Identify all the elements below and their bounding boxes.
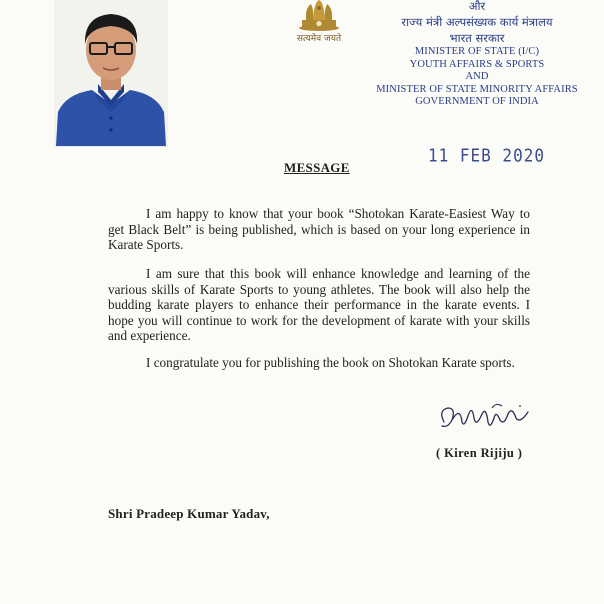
handwritten-signature [432,396,532,440]
addressee-name: Shri Pradeep Kumar Yadav, [108,506,270,521]
letterhead-line-5: GOVERNMENT OF INDIA [415,96,539,107]
letterhead-line-1: MINISTER OF STATE (I/C) [414,46,540,57]
letterhead-line-4: MINISTER OF STATE MINORITY AFFAIRS [376,83,578,95]
message-paragraph-3: I congratulate you for publishing the book on Shotokan Karate sports. [146,355,515,370]
message-heading: MESSAGE [284,160,350,175]
portrait-image [54,0,168,146]
letterhead-hindi-top: और [468,0,486,13]
letterhead-line-3: AND [465,71,489,82]
letterhead-line-2: YOUTH AFFAIRS & SPORTS [409,58,545,70]
emblem-motto: सत्यमेव जयते [296,34,342,44]
letterhead-hindi-govt: भारत सरकार [449,31,505,45]
message-paragraph-2: I am sure that this book will enhance knowledge and learning of the various skills of Karate Sports to young athletes. The book will also help the budding karate players to enhance their performance in the karate events. I hope you will continue to work for the development of karate with your skills and experience. [108,266,530,344]
letterhead-hindi-ministry: राज्य मंत्री अल्पसंख्यक कार्य मंत्रालय [401,15,553,29]
signer-name: ( Kiren Rijiju ) [436,446,523,460]
message-paragraph-1: I am happy to know that your book “Shotokan Karate-Easiest Way to get Black Belt” is being published, which is based on your long experience in Karate Sports. [108,206,530,253]
minister-photo [54,0,168,147]
date-stamp: 11 FEB 2020 [428,144,545,167]
letterhead-office-block [360,0,594,109]
